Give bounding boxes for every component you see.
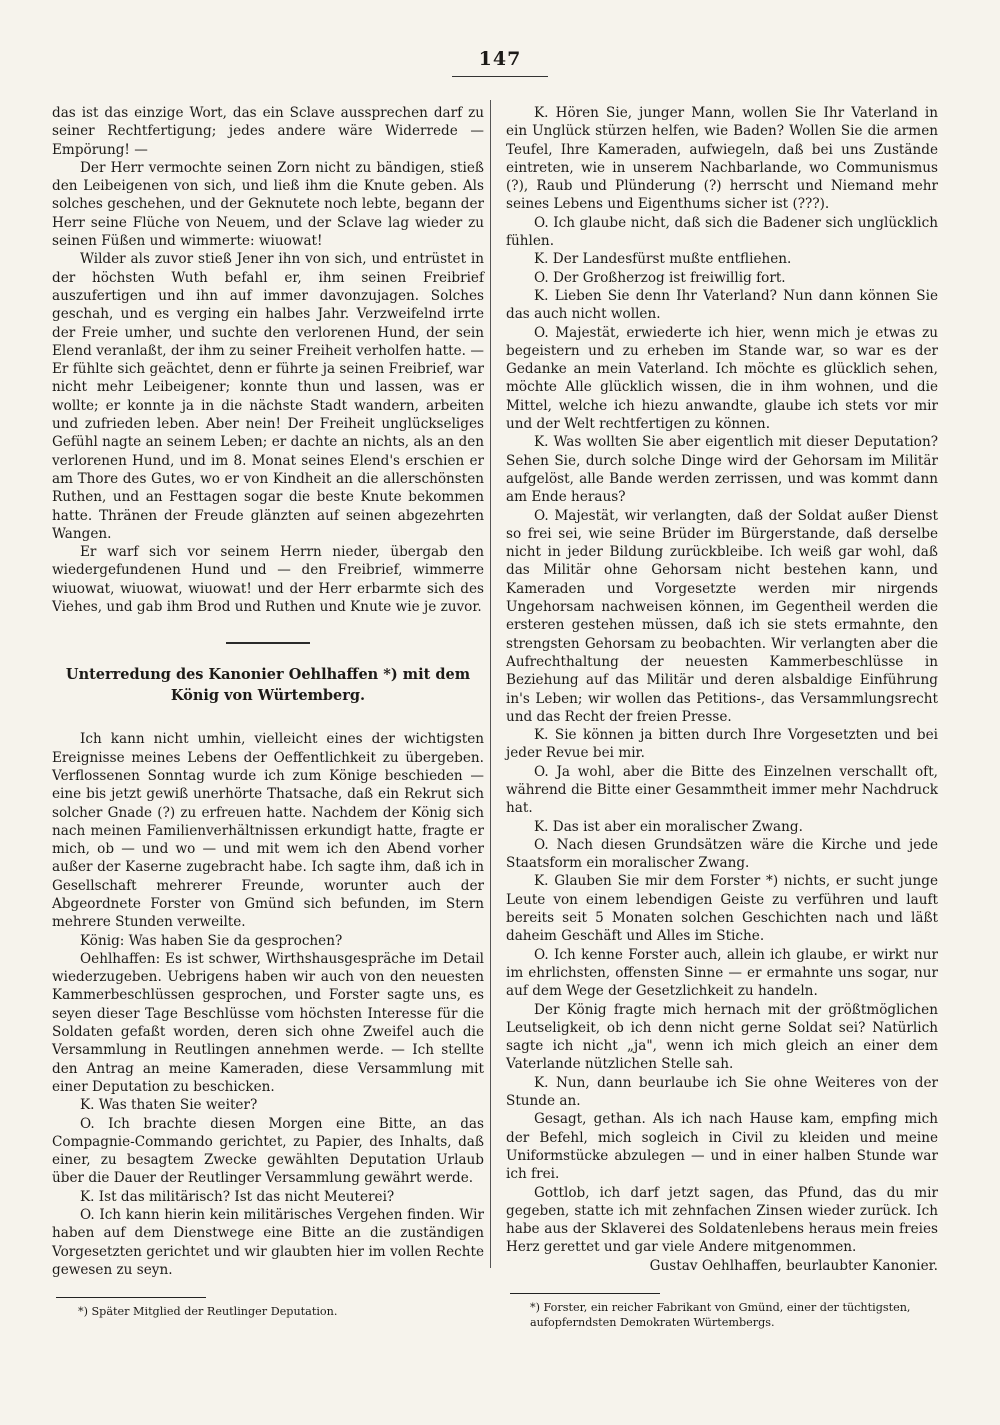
article-heading: Unterredung des Kanonier Oehlhaffen *) mit dem König von Würtemberg. — [65, 666, 471, 705]
dialogue-line: K. Was wollten Sie aber eigentlich mit dieser Deputation? Sehen Sie, durch solche Dinge wird der Gehorsam im Militär aufgelöst, alle Bande werden zerrissen, und was kommt dann am Ende heraus? — [506, 434, 938, 506]
paragraph: Der König fragte mich hernach mit der größtmöglichen Leutseligkeit, ob ich denn nicht gerne Soldat sei? Natürlich sagte ich nicht „ja", wenn ich mich gleich an einer dem Vaterlande nützlichen Stelle sah. — [506, 1001, 938, 1073]
dialogue-line: Oehlhaffen: Es ist schwer, Wirthshausgespräche im Detail wiederzugeben. Uebrigens haben wir auch von den neuesten Kammerbeschlüssen gesprochen, und Forster sagte uns, es seyen dieser Tage Beschlüsse vom höchsten Interesse für die Soldaten gefaßt worden, deren sich ohne Zweifel auch die Versammlung in Reutlingen annehmen werde. — Ich stellte den Antrag an meine Kameraden, diese Versammlung mit einer Deputation zu beschicken. — [52, 950, 484, 1095]
dialogue-line: K. Das ist aber ein moralischer Zwang. — [534, 818, 803, 835]
dialogue-line: K. Nun, dann beurlaube ich Sie ohne Weiteres von der Stunde an. — [506, 1074, 938, 1110]
page-number-rule — [452, 76, 548, 77]
dialogue-line: K. Lieben Sie denn Ihr Vaterland? Nun dann können Sie das auch nicht wollen. — [506, 287, 938, 323]
footnote-rule — [510, 1293, 660, 1294]
dialogue-line: K. Hören Sie, junger Mann, wollen Sie Ihr Vaterland in ein Unglück stürzen helfen, wie Baden? Wollen Sie die armen Teufel, Ihre Kameraden, aufwiegeln, daß bei uns Zustände eintreten, wie in unserem Nachbarlande, wo Communismus (?), Raub und Plünderung (?) herrscht und Niemand mehr seines Lebens und Eigenthums sicher ist (???). — [506, 105, 938, 213]
paragraph: Gesagt, gethan. Als ich nach Hause kam, empfing mich der Befehl, mich sogleich in Civil zu kleiden und meine Uniformstücke abzulegen — und in einer halben Stunde war ich frei. — [506, 1111, 938, 1183]
section-divider — [226, 642, 310, 644]
footnote: *) Später Mitglied der Reutlinger Deputation. — [78, 1305, 338, 1319]
dialogue-line: O. Majestät, wir verlangten, daß der Soldat außer Dienst so frei sei, wie seine Brüder im Bürgerstande, daß derselbe nicht in jeder Bildung zurückbleibe. Ich weiß gar wohl, daß das Militär ohne Gehorsam nicht bestehen kann, und Kameraden und Vorgesetzte werden mir nirgends Ungehorsam nachweisen können, im Gegentheil werden die ersteren gestehen müssen, daß ich sie stets ermahnte, den strengsten Gehorsam zu beobachten. Wir verlangten aber die Aufrechthaltung der neuesten Kammerbeschlüsse in Beziehung auf das Militär und deren alsbaldige Einführung in's Leben; wir wollen das Petitions-, das Versammlungsrecht und das Recht der freien Presse. — [506, 507, 938, 725]
right-column — [506, 104, 938, 1330]
page-number: 147 — [478, 48, 522, 70]
dialogue-line: O. Majestät, erwiederte ich hier, wenn mich je etwas zu begeistern und zu erheben im Stande war, so war es der Gedanke an mein Vaterland. Ich möchte es glücklich sehen, möchte Alle glücklich wissen, die in ihm wohnen, und die Mittel, welche ich hiezu anwandte, glaube ich stets vor mir und der Welt rechtfertigen zu können. — [506, 324, 938, 433]
dialogue-line: O. Ich glaube nicht, daß sich die Badener sich unglücklich fühlen. — [506, 214, 938, 250]
paragraph: das ist das einzige Wort, das ein Sclave aussprechen darf zu seiner Rechtfertigung; jedes andere wäre Widerrede — Empörung! — — [52, 105, 484, 158]
dialogue-line: K. Ist das militärisch? Ist das nicht Meuterei? — [80, 1188, 395, 1205]
paragraph: Er warf sich vor seinem Herrn nieder, übergab den wiedergefundenen Hund und — den Freibrief, wimmerre wiuowat, wiuowat, wiuowat! und der Herr erbarmte sich des Viehes, und gab ihm Brod und Ruthen und Knute wie je zuvor. — [52, 544, 484, 616]
column-divider — [490, 100, 491, 1268]
signature: Gustav Oehlhaffen, beurlaubter Kanonier. — [649, 1257, 938, 1274]
dialogue-line: K. Sie können ja bitten durch Ihre Vorgesetzten und bei jeder Revue bei mir. — [506, 727, 938, 762]
paragraph: Wilder als zuvor stieß Jener ihn von sich, und entrüstet in der höchsten Wuth befahl er, ihm seinen Freibrief auszufertigen und ihn auf immer davonzujagen. Solches geschah, und es verging ein halbes Jahr. Verzweifelnd irrte der Freie umher, und suchte den verlorenen Hund, der sein Elend veranlaßt, der ihm zu seiner Freiheit verholfen hatte. — Er fühlte sich geächtet, denn er führte ja seinen Freibrief, war nicht mehr Leibeigener; konnte thun und lassen, was er wollte; er konnte ja in die nächste Stadt wandern, arbeiten und zufrieden leben. Aber nein! Der Freiheit unglückseliges Gefühl nagte an seinem Leben; er dachte an nichts, als an den verlorenen Hund, und im 8. Monat seines Elend's erschien er am Thore des Gutes, wo er von Kindheit an die allerschönsten Ruthen, und an Festtagen sogar die beste Knute bekommen hatte. Thränen der Freude glänzten auf seinen abgezehrten Wangen. — [52, 251, 484, 542]
dialogue-line: König: Was haben Sie da gesprochen? — [80, 932, 343, 949]
dialogue-line: O. Ich brachte diesen Morgen eine Bitte, an das Compagnie-Commando gerichtet, zu Papier, des Inhalts, daß einer, zu besagtem Zwecke gewählten Deputation Urlaub über die Dauer der Reutlinger Versammlung gewährt werde. — [52, 1115, 484, 1187]
paragraph: Der Herr vermochte seinen Zorn nicht zu bändigen, stieß den Leibeigenen von sich, und ließ ihm die Knute geben. Als solches geschehen, und der Geknutete noch lebte, begann der Herr seine Flüche von Neuem, und der Sclave lag wieder zu seinen Füßen und wimmerte: wiuowat! — [52, 159, 484, 250]
dialogue-line: O. Ich kenne Forster auch, allein ich glaube, er wirkt nur im ehrlichsten, offensten Sinne — er ermahnte uns sogar, nur auf dem Wege der Gesetzlichkeit zu handeln. — [506, 946, 938, 1000]
dialogue-line: O. Ich kann hierin kein militärisches Vergehen finden. Wir haben auf dem Dienstwege eine Bitte an die zuständigen Vorgesetzten gerichtet und wir glaubten hier im vollen Rechte gewesen zu seyn. — [52, 1207, 484, 1278]
dialogue-line: K. Glauben Sie mir dem Forster *) nichts, er sucht junge Leute von einem lebendigen Geiste zu verführen und lauft bereits seit 5 Monaten solchen Geschichten nach und läßt daheim Geschäft und Alles im Stiche. — [506, 873, 938, 945]
footnote: *) Forster, ein reicher Fabrikant von Gmünd, einer der tüchtigsten, aufopferndsten Demokraten Würtembergs. — [530, 1301, 911, 1329]
dialogue-line: O. Der Großherzog ist freiwillig fort. — [534, 269, 786, 286]
paragraph: Gottlob, ich darf jetzt sagen, das Pfund, das du mir gegeben, statte ich mit zehnfachen Zinsen wieder zurück. Ich habe aus der Sklaverei des Soldatenlebens heraus mein freies Herz gerettet und gar viele Andere mitgenommen. — [506, 1184, 938, 1256]
dialogue-line: K. Was thaten Sie weiter? — [80, 1097, 258, 1114]
left-column — [52, 104, 484, 1319]
dialogue-line: O. Ja wohl, aber die Bitte des Einzelnen verschallt oft, während die Bitte einer Gesammtheit immer mehr Nachdruck hat. — [506, 763, 938, 817]
dialogue-line: K. Der Landesfürst mußte entfliehen. — [534, 251, 792, 268]
footnote-rule — [56, 1297, 206, 1298]
paragraph: Ich kann nicht umhin, vielleicht eines der wichtigsten Ereignisse meines Lebens der Oeffentlichkeit zu übergeben. Verflossenen Sonntag wurde ich zum Könige beschieden — eine bis jetzt gewiß unerhörte Thatsache, daß ein Rekrut sich solcher Gnade (?) zu erfreuen hatte. Nachdem der König sich nach meinen Familienverhältnissen erkundigt hatte, fragte er mich, ob — und wo — und mit wem ich den Abend vorher außer der Kaserne zugebracht habe. Ich sagte ihm, daß ich in Gesellschaft mehrerer Freunde, worunter auch der Abgeordnete Forster von Gmünd sich befunden, im Stern mehrere Stunden verweilte. — [52, 731, 484, 931]
dialogue-line: O. Nach diesen Grundsätzen wäre die Kirche und jede Staatsform ein moralischer Zwang. — [506, 836, 938, 872]
